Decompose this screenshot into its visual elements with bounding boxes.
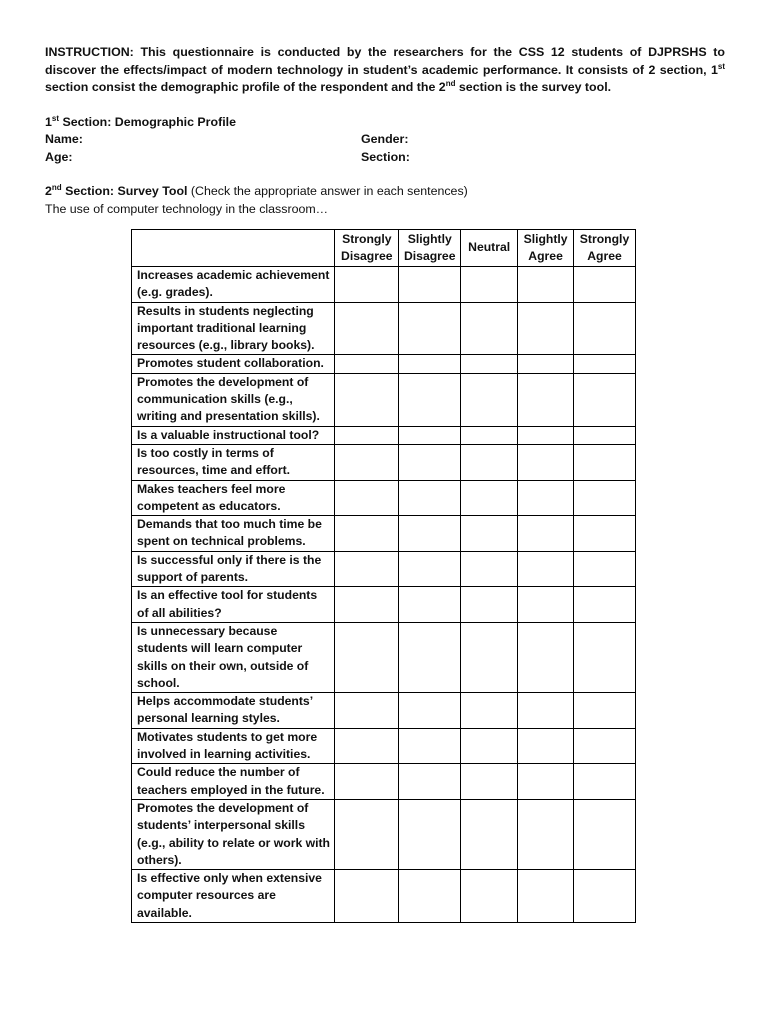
answer-cell-slightly-agree[interactable] <box>518 622 574 692</box>
answer-cell-neutral[interactable] <box>461 587 518 623</box>
survey-table <box>131 229 636 923</box>
answer-cell-neutral[interactable] <box>461 444 518 480</box>
answer-cell-strongly-agree[interactable] <box>574 728 636 764</box>
table-row <box>132 267 636 303</box>
section1-num: 1 <box>45 114 52 129</box>
statement-cell: Is successful only if there is the support of parents. <box>132 551 335 587</box>
table-row <box>132 480 636 516</box>
answer-cell-slightly-disagree[interactable] <box>399 516 461 552</box>
answer-cell-strongly-disagree[interactable] <box>335 551 399 587</box>
instruction-text-2: section consist the demographic profile of the respondent and the 2 <box>45 80 446 94</box>
answer-cell-slightly-disagree[interactable] <box>399 551 461 587</box>
statement-cell: Is effective only when extensive computer resources are available. <box>132 870 335 923</box>
answer-cell-neutral[interactable] <box>461 426 518 444</box>
survey-header-row <box>132 230 636 267</box>
table-row <box>132 516 636 552</box>
questionnaire-page <box>45 44 725 218</box>
answer-cell-neutral[interactable] <box>461 516 518 552</box>
answer-cell-strongly-disagree[interactable] <box>335 693 399 729</box>
section2-note: (Check the appropriate answer in each sentences) <box>187 184 468 198</box>
statement-cell: Motivates students to get more involved in learning activities. <box>132 728 335 764</box>
answer-cell-strongly-disagree[interactable] <box>335 622 399 692</box>
answer-cell-strongly-agree[interactable] <box>574 551 636 587</box>
column-header-strongly-disagree: Strongly Disagree <box>335 230 399 267</box>
demographic-section <box>45 114 725 167</box>
answer-cell-slightly-disagree[interactable] <box>399 728 461 764</box>
statement-cell: Promotes student collaboration. <box>132 355 335 373</box>
statement-cell: Increases academic achievement (e.g. grades). <box>132 267 335 303</box>
answer-cell-slightly-disagree[interactable] <box>399 764 461 800</box>
survey-section <box>45 183 725 218</box>
survey-table-body <box>132 267 636 923</box>
statement-header <box>132 230 335 267</box>
answer-cell-slightly-agree[interactable] <box>518 373 574 426</box>
statement-cell: Is too costly in terms of resources, time and effort. <box>132 444 335 480</box>
answer-cell-strongly-agree[interactable] <box>574 764 636 800</box>
instruction-lead: INSTRUCTION: <box>45 45 134 59</box>
column-header-slightly-agree: Slightly Agree <box>518 230 574 267</box>
answer-cell-strongly-disagree[interactable] <box>335 267 399 303</box>
answer-cell-strongly-disagree[interactable] <box>335 426 399 444</box>
statement-cell: Helps accommodate students’ personal learning styles. <box>132 693 335 729</box>
table-row <box>132 302 636 355</box>
answer-cell-strongly-disagree[interactable] <box>335 799 399 869</box>
table-row <box>132 444 636 480</box>
answer-cell-slightly-disagree[interactable] <box>399 426 461 444</box>
answer-cell-strongly-agree[interactable] <box>574 622 636 692</box>
table-row <box>132 355 636 373</box>
answer-cell-strongly-agree[interactable] <box>574 587 636 623</box>
statement-cell: Results in students neglecting important traditional learning resources (e.g., library books). <box>132 302 335 355</box>
instruction-paragraph <box>45 44 725 97</box>
table-row <box>132 587 636 623</box>
answer-cell-neutral[interactable] <box>461 622 518 692</box>
answer-cell-slightly-disagree[interactable] <box>399 373 461 426</box>
answer-cell-slightly-disagree[interactable] <box>399 480 461 516</box>
answer-cell-neutral[interactable] <box>461 267 518 303</box>
answer-cell-strongly-disagree[interactable] <box>335 373 399 426</box>
answer-cell-slightly-agree[interactable] <box>518 302 574 355</box>
statement-cell: Promotes the development of communication skills (e.g., writing and presentation skills). <box>132 373 335 426</box>
answer-cell-strongly-agree[interactable] <box>574 799 636 869</box>
instruction-text-3: section is the survey tool. <box>455 80 612 94</box>
section1-sup: st <box>51 113 60 123</box>
age-label: Age: <box>45 149 73 164</box>
demographic-row-1 <box>45 131 725 149</box>
statement-cell: Could reduce the number of teachers employed in the future. <box>132 764 335 800</box>
answer-cell-strongly-disagree[interactable] <box>335 728 399 764</box>
answer-cell-neutral[interactable] <box>461 373 518 426</box>
answer-cell-strongly-disagree[interactable] <box>335 355 399 373</box>
answer-cell-slightly-agree[interactable] <box>518 444 574 480</box>
table-row <box>132 426 636 444</box>
answer-cell-slightly-agree[interactable] <box>518 799 574 869</box>
answer-cell-strongly-agree[interactable] <box>574 426 636 444</box>
answer-cell-slightly-disagree[interactable] <box>399 693 461 729</box>
answer-cell-strongly-disagree[interactable] <box>335 516 399 552</box>
survey-intro: The use of computer technology in the classroom… <box>45 201 329 216</box>
answer-cell-strongly-agree[interactable] <box>574 480 636 516</box>
section2-sup: nd <box>51 183 62 192</box>
answer-cell-slightly-agree[interactable] <box>518 355 574 373</box>
table-row <box>132 799 636 869</box>
answer-cell-slightly-agree[interactable] <box>518 728 574 764</box>
answer-cell-slightly-disagree[interactable] <box>399 622 461 692</box>
demographic-row-2 <box>45 149 725 167</box>
instruction-text-1: This questionnaire is conducted by the researchers for the CSS 12 students of DJPRSHS to discover the effects/impact of modern technology in student’s academic performance. It consists of 2 section, 1 <box>45 45 725 77</box>
statement-cell: Makes teachers feel more competent as educators. <box>132 480 335 516</box>
statement-cell: Is an effective tool for students of all abilities? <box>132 587 335 623</box>
answer-cell-slightly-agree[interactable] <box>518 267 574 303</box>
section2-title-text: Section: Survey Tool <box>61 184 188 198</box>
statement-cell: Promotes the development of students’ interpersonal skills (e.g., ability to relate or work with others). <box>132 799 335 869</box>
answer-cell-strongly-disagree[interactable] <box>335 444 399 480</box>
answer-cell-slightly-agree[interactable] <box>518 516 574 552</box>
answer-cell-slightly-agree[interactable] <box>518 551 574 587</box>
section1-title-text: Section: Demographic Profile <box>59 114 236 129</box>
answer-cell-slightly-disagree[interactable] <box>399 267 461 303</box>
answer-cell-slightly-agree[interactable] <box>518 480 574 516</box>
table-row <box>132 728 636 764</box>
table-row <box>132 551 636 587</box>
answer-cell-neutral[interactable] <box>461 799 518 869</box>
answer-cell-strongly-agree[interactable] <box>574 516 636 552</box>
answer-cell-slightly-disagree[interactable] <box>399 355 461 373</box>
instruction-sup-2: nd <box>445 79 456 88</box>
answer-cell-neutral[interactable] <box>461 764 518 800</box>
answer-cell-strongly-agree[interactable] <box>574 267 636 303</box>
answer-cell-strongly-agree[interactable] <box>574 302 636 355</box>
table-row <box>132 870 636 923</box>
answer-cell-slightly-disagree[interactable] <box>399 444 461 480</box>
section-label: Section: <box>361 149 410 164</box>
table-row <box>132 764 636 800</box>
answer-cell-slightly-disagree[interactable] <box>399 799 461 869</box>
table-row <box>132 373 636 426</box>
statement-cell: Is unnecessary because students will learn computer skills on their own, outside of school. <box>132 622 335 692</box>
answer-cell-slightly-agree[interactable] <box>518 870 574 923</box>
answer-cell-neutral[interactable] <box>461 302 518 355</box>
column-header-slightly-disagree: Slightly Disagree <box>399 230 461 267</box>
answer-cell-strongly-agree[interactable] <box>574 693 636 729</box>
answer-cell-strongly-disagree[interactable] <box>335 302 399 355</box>
answer-cell-strongly-disagree[interactable] <box>335 870 399 923</box>
answer-cell-slightly-agree[interactable] <box>518 764 574 800</box>
statement-cell: Demands that too much time be spent on technical problems. <box>132 516 335 552</box>
answer-cell-neutral[interactable] <box>461 728 518 764</box>
section2-title <box>45 183 725 201</box>
answer-cell-neutral[interactable] <box>461 870 518 923</box>
answer-cell-neutral[interactable] <box>461 480 518 516</box>
answer-cell-strongly-disagree[interactable] <box>335 764 399 800</box>
answer-cell-neutral[interactable] <box>461 693 518 729</box>
instruction-sup-1: st <box>717 61 725 71</box>
answer-cell-slightly-agree[interactable] <box>518 587 574 623</box>
table-row <box>132 622 636 692</box>
answer-cell-strongly-disagree[interactable] <box>335 480 399 516</box>
table-row <box>132 693 636 729</box>
answer-cell-strongly-disagree[interactable] <box>335 587 399 623</box>
column-header-strongly-agree: Strongly Agree <box>574 230 636 267</box>
answer-cell-strongly-agree[interactable] <box>574 355 636 373</box>
section2-num: 2 <box>45 184 52 198</box>
section1-title <box>45 114 725 132</box>
answer-cell-slightly-agree[interactable] <box>518 426 574 444</box>
name-label: Name: <box>45 132 83 146</box>
answer-cell-slightly-disagree[interactable] <box>399 587 461 623</box>
answer-cell-strongly-agree[interactable] <box>574 870 636 923</box>
statement-cell: Is a valuable instructional tool? <box>132 426 335 444</box>
answer-cell-strongly-agree[interactable] <box>574 373 636 426</box>
answer-cell-strongly-agree[interactable] <box>574 444 636 480</box>
answer-cell-slightly-disagree[interactable] <box>399 302 461 355</box>
answer-cell-slightly-agree[interactable] <box>518 693 574 729</box>
answer-cell-slightly-disagree[interactable] <box>399 870 461 923</box>
answer-cell-neutral[interactable] <box>461 551 518 587</box>
column-header-neutral: Neutral <box>461 230 518 267</box>
answer-cell-neutral[interactable] <box>461 355 518 373</box>
gender-label: Gender: <box>361 132 409 146</box>
